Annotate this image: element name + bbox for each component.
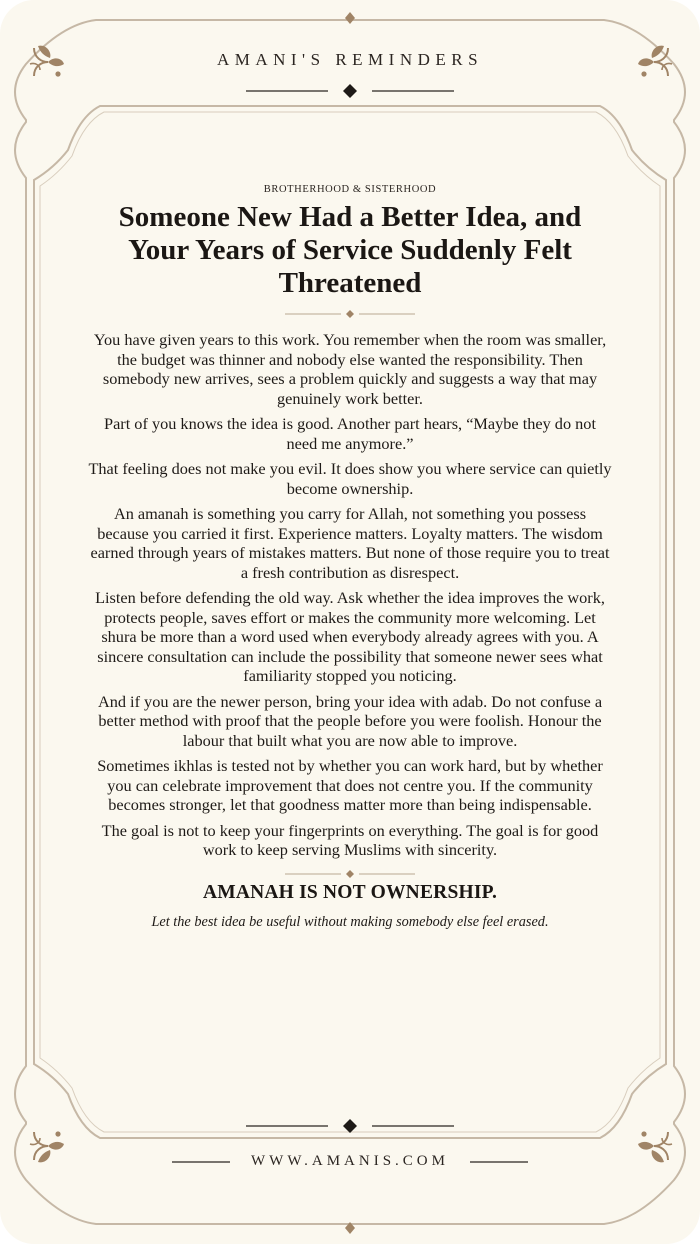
closing-separator xyxy=(285,868,415,880)
article-category: BROTHERHOOD & SISTERHOOD xyxy=(263,184,437,195)
body-paragraph: That feeling does not make you evil. It does show you where service can quietly become ownership. xyxy=(88,459,612,498)
header-ornament-rule xyxy=(0,82,700,100)
article-body xyxy=(88,330,612,860)
footer-ornament-rule xyxy=(0,1117,700,1135)
brand-name: AMANI'S REMINDERS xyxy=(216,50,484,69)
closing-subtitle: Let the best idea be useful without making somebody else feel erased. xyxy=(151,913,549,930)
article xyxy=(88,184,612,931)
bottom-edge-diamond xyxy=(0,1220,700,1236)
top-edge-diamond xyxy=(0,10,700,26)
title-separator xyxy=(285,308,415,320)
body-paragraph: Sometimes ikhlas is tested not by whether you can work hard, but by whether you can celebrate improvement that does not centre you. If the community becomes stronger, let that goodness matter more than being indispensable. xyxy=(97,756,603,814)
body-paragraph: An amanah is something you carry for Allah, not something you possess because you carried it first. Experience matters. Loyalty matters. The wisdom earned through years of mistakes matters. But none of those require you to treat a fresh contribution as disrespect. xyxy=(90,504,610,582)
body-paragraph: You have given years to this work. You remember when the room was smaller, the budget was thinner and nobody else wanted the responsibility. Then somebody new arrives, sees a problem quickly and suggests a way that may genuinely work better. xyxy=(93,330,607,408)
body-paragraph: Listen before defending the old way. Ask whether the idea improves the work, protects people, saves effort or makes the community more welcoming. Let shura be more than a word used when everybody already agrees with you. A sincere consultation can include the possibility that someone newer sees what familiarity stopped you noticing. xyxy=(95,588,605,685)
body-paragraph: Part of you knows the idea is good. Another part hears, “Maybe they do not need me anymore.” xyxy=(104,414,596,453)
body-paragraph: The goal is not to keep your fingerprints on everything. The goal is for good work to keep serving Muslims with sincerity. xyxy=(101,820,599,859)
closing-title: AMANAH IS NOT OWNERSHIP. xyxy=(202,881,498,903)
article-title: Someone New Had a Better Idea, and Your Years of Service Suddenly Felt Threatened xyxy=(118,201,582,299)
body-paragraph: And if you are the newer person, bring your idea with adab. Do not confuse a better method with proof that the people before you were foolish. Honour the labour that built what you are now able to improve. xyxy=(97,691,603,750)
website-link[interactable]: WWW.AMANIS.COM xyxy=(251,1153,449,1169)
